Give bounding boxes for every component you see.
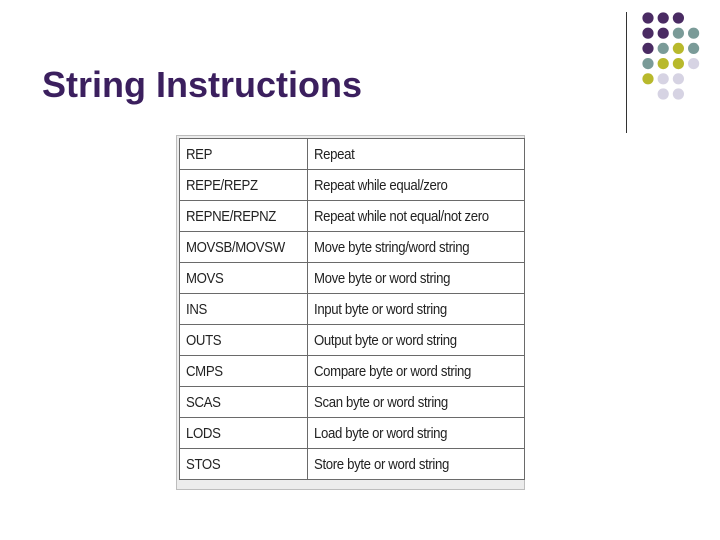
instruction-cell bbox=[180, 263, 308, 294]
decorative-divider-line bbox=[626, 12, 627, 133]
decorative-dot bbox=[658, 73, 669, 84]
instruction-mnemonic: SCAS bbox=[186, 393, 221, 411]
decorative-dot bbox=[673, 88, 684, 99]
instruction-description: Repeat bbox=[314, 145, 355, 163]
instruction-mnemonic: INS bbox=[186, 300, 207, 318]
decorative-dot bbox=[642, 58, 653, 69]
instruction-cell bbox=[180, 201, 308, 232]
instruction-cell bbox=[180, 325, 308, 356]
decorative-dot bbox=[673, 28, 684, 39]
decorative-dot bbox=[642, 43, 653, 54]
decorative-dot bbox=[658, 88, 669, 99]
instruction-description: Store byte or word string bbox=[314, 455, 449, 473]
slide-title: String Instructions bbox=[42, 64, 363, 105]
table-row bbox=[180, 449, 525, 480]
instruction-cell bbox=[180, 387, 308, 418]
instruction-cell bbox=[180, 449, 308, 480]
description-cell bbox=[308, 170, 525, 201]
decorative-dot bbox=[673, 58, 684, 69]
instruction-description: Output byte or word string bbox=[314, 331, 457, 349]
table-row bbox=[180, 325, 525, 356]
decorative-dot bbox=[642, 12, 653, 23]
instruction-description: Load byte or word string bbox=[314, 424, 448, 442]
decorative-dot bbox=[642, 73, 653, 84]
instruction-cell bbox=[180, 139, 308, 170]
instruction-description: Compare byte or word string bbox=[314, 362, 472, 380]
table-row bbox=[180, 356, 525, 387]
decorative-dot bbox=[658, 12, 669, 23]
instruction-mnemonic: REPE/REPZ bbox=[186, 176, 258, 194]
instruction-mnemonic: MOVS bbox=[186, 269, 224, 287]
table-row bbox=[180, 232, 525, 263]
decorative-dot bbox=[673, 43, 684, 54]
string-instructions-table bbox=[179, 138, 525, 480]
instruction-mnemonic: MOVSB/MOVSW bbox=[186, 238, 285, 256]
description-cell bbox=[308, 356, 525, 387]
description-cell bbox=[308, 139, 525, 170]
description-cell bbox=[308, 418, 525, 449]
instruction-cell bbox=[180, 232, 308, 263]
table-row bbox=[180, 294, 525, 325]
instruction-cell bbox=[180, 294, 308, 325]
instruction-cell bbox=[180, 356, 308, 387]
instruction-mnemonic: LODS bbox=[186, 424, 221, 442]
description-cell bbox=[308, 294, 525, 325]
decorative-dot bbox=[658, 28, 669, 39]
decorative-dot bbox=[688, 43, 699, 54]
table-row bbox=[180, 170, 525, 201]
decorative-dot bbox=[642, 28, 653, 39]
instruction-description: Scan byte or word string bbox=[314, 393, 448, 411]
table-row bbox=[180, 139, 525, 170]
instruction-mnemonic: STOS bbox=[186, 455, 221, 473]
instruction-mnemonic: REP bbox=[186, 145, 213, 163]
description-cell bbox=[308, 263, 525, 294]
instruction-mnemonic: OUTS bbox=[186, 331, 222, 349]
description-cell bbox=[308, 232, 525, 263]
decorative-dot bbox=[688, 58, 699, 69]
description-cell bbox=[308, 387, 525, 418]
decorative-dot bbox=[673, 12, 684, 23]
instruction-description: Repeat while not equal/not zero bbox=[314, 207, 489, 225]
decorative-dot bbox=[673, 73, 684, 84]
string-instructions-table-image bbox=[176, 135, 525, 490]
description-cell bbox=[308, 449, 525, 480]
description-cell bbox=[308, 325, 525, 356]
decorative-dot bbox=[688, 28, 699, 39]
instruction-cell bbox=[180, 418, 308, 449]
description-cell bbox=[308, 201, 525, 232]
table-row bbox=[180, 201, 525, 232]
instruction-mnemonic: CMPS bbox=[186, 362, 223, 380]
table-row bbox=[180, 387, 525, 418]
decorative-dot bbox=[658, 43, 669, 54]
decorative-dot bbox=[658, 58, 669, 69]
instruction-mnemonic: REPNE/REPNZ bbox=[186, 207, 277, 225]
instruction-description: Input byte or word string bbox=[314, 300, 447, 318]
table-row bbox=[180, 418, 525, 449]
instruction-cell bbox=[180, 170, 308, 201]
instruction-description: Repeat while equal/zero bbox=[314, 176, 448, 194]
instruction-description: Move byte string/word string bbox=[314, 238, 470, 256]
table-row bbox=[180, 263, 525, 294]
instruction-description: Move byte or word string bbox=[314, 269, 451, 287]
